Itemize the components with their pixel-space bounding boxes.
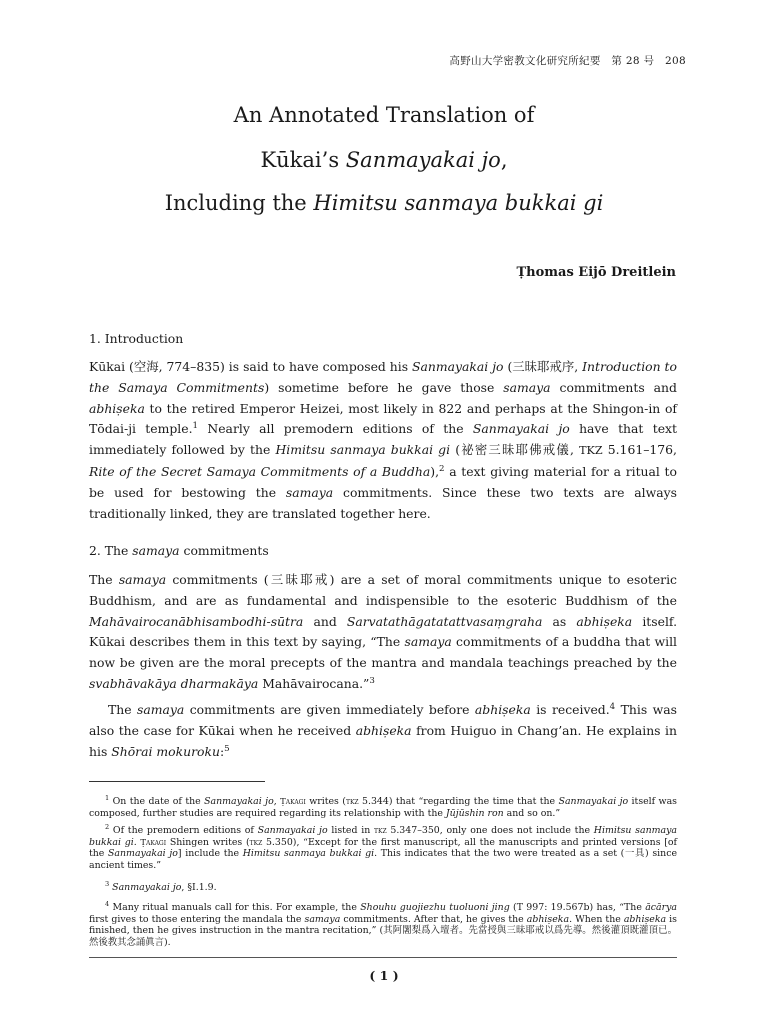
text-run: tkz xyxy=(345,796,359,806)
text-run: from Huiguo in Chang’an. He explains in his xyxy=(89,722,677,759)
text-run: Of the premodern editions of xyxy=(109,825,258,836)
section-2-heading-italic: samaya xyxy=(132,543,180,558)
text-run: and xyxy=(303,613,347,629)
italic-term: svabhāvakāya dharmakāya xyxy=(89,675,259,691)
text-run: commitments and xyxy=(550,379,677,395)
text-run: listed in xyxy=(327,825,374,836)
footnote-marker: 5 xyxy=(224,743,230,754)
text-run: commitments. Since these two texts are always traditionally linked, they are translated together here. xyxy=(89,484,677,521)
text-run: commitments (三昧耶戒) are a set of moral commitments unique to esoteric Buddhism, and are as fundamental and indispensible to the esoteric Buddhism of the xyxy=(89,572,677,608)
text-run: (T 997: 19.567b) has, “The xyxy=(509,902,646,913)
text-run: . When the xyxy=(569,913,624,925)
title-line-3 xyxy=(0,191,768,215)
italic-term: abhiṣeka xyxy=(474,702,531,717)
author-name: Ṭhomas Eijō Dreitlein xyxy=(516,265,676,280)
text-run: . xyxy=(133,836,141,848)
text-run: to the retired Emperor Heizei, most likely in 822 and perhaps at the Shingon-in of Tōdai-ji temple. xyxy=(89,400,677,437)
title-line-2-text: Kūkai’s xyxy=(260,148,346,172)
text-run: 5.344) that “regarding the time that the xyxy=(358,796,559,807)
italic-term: Sanmayakai jo xyxy=(472,421,570,437)
italic-term: Sanmayakai jo xyxy=(257,825,328,836)
italic-term: Sanmayakai jo xyxy=(112,882,182,893)
text-run: a text giving material for a ritual to be used for bestowing the xyxy=(89,463,677,500)
section-2-paragraph-2 xyxy=(89,700,677,762)
italic-term: samaya xyxy=(118,572,167,587)
text-run: tkz xyxy=(373,825,387,835)
text-run: is finished, then he gives instruction in the mantra recitation,” (其阿闍梨爲入壇者。先當授與三昧耶戒以爲先導。然後灌頂既灌頂已。然後教其念誦眞言). xyxy=(89,913,677,948)
text-run: as xyxy=(542,613,577,629)
footnote-marker: 1 xyxy=(192,421,199,432)
text-run: Shingen writes ( xyxy=(166,836,250,848)
text-run: (三昧耶戒序, xyxy=(503,359,583,374)
title-line-2-italic: Sanmayakai jo xyxy=(345,148,501,172)
section-2-paragraph-1 xyxy=(89,570,677,695)
page-bottom-rule xyxy=(89,957,677,958)
italic-term: samaya xyxy=(285,484,334,500)
footnote-marker: 2 xyxy=(439,463,445,474)
title-line-2-punct: , xyxy=(500,148,508,172)
text-run: 5.161–176, xyxy=(602,442,677,458)
text-run: : xyxy=(219,743,225,759)
italic-term: Sarvatathāgatatattvasaṃgraha xyxy=(346,613,543,629)
title-line-3-italic: Himitsu sanmaya bukkai gi xyxy=(313,191,604,215)
footnote-1 xyxy=(89,793,677,819)
italic-term: samaya xyxy=(503,379,551,395)
italic-term: Introduction to the Samaya Commitments xyxy=(89,359,677,395)
italic-term: Mahāvairocanābhisambodhi-sūtra xyxy=(89,613,304,629)
title-line-2 xyxy=(0,148,768,172)
section-2-heading-suffix: commitments xyxy=(179,543,269,558)
text-run: ), xyxy=(430,463,440,479)
italic-term: Sanmayakai jo xyxy=(108,848,178,859)
footnote-marker: 4 xyxy=(609,701,616,712)
text-run: Mahāvairocana.” xyxy=(258,675,370,691)
italic-term: abhiṣeka xyxy=(526,913,570,925)
text-run: commitments of a buddha that will now be given are the moral precepts of the mantra and mandala teachings preached by the xyxy=(89,634,677,671)
italic-term: samaya xyxy=(404,634,452,650)
footnote-marker: 1 xyxy=(105,793,110,802)
title-line-1: An Annotated Translation of xyxy=(233,103,535,127)
italic-term: Sanmayakai jo xyxy=(558,796,629,807)
text-run: itself. Kūkai describes them in this text by saying, “The xyxy=(89,613,678,650)
footnote-4 xyxy=(89,899,677,948)
italic-term: Sanmayakai jo xyxy=(204,796,274,807)
text-run: Ṭakagi xyxy=(140,836,167,847)
section-1-heading: 1. Introduction xyxy=(89,331,184,346)
text-run: first gives to those entering the mandala the xyxy=(89,913,305,925)
text-run: commitments are given immediately before xyxy=(184,702,475,717)
footnote-separator xyxy=(89,781,265,782)
italic-term: ācārya xyxy=(645,902,677,913)
italic-term: Himitsu sanmaya bukkai gi xyxy=(89,825,677,848)
text-run: The xyxy=(108,702,138,717)
text-run: (祕密三昧耶佛戒儀, xyxy=(450,442,580,458)
italic-term: abhiṣeka xyxy=(89,400,145,416)
text-run: have that text immediately followed by the xyxy=(89,421,677,458)
text-run: 5.347–350, only one does not include the xyxy=(386,825,594,836)
text-run: commitments. After that, he gives the xyxy=(340,913,527,925)
text-run: tkz xyxy=(249,836,263,847)
text-run: and so on.” xyxy=(503,807,561,819)
text-run: , xyxy=(273,796,281,807)
text-run: Many ritual manuals call for this. For example, the xyxy=(109,902,361,913)
text-run: . This indicates that the two were treated as a set (一具) since ancient times.” xyxy=(89,848,677,871)
italic-term: abhiṣeka xyxy=(355,722,412,738)
italic-term: samaya xyxy=(304,913,341,925)
footnote-marker: 4 xyxy=(105,899,110,908)
italic-term: Shouhu guojiezhu tuoluoni jing xyxy=(360,902,510,913)
title-line-3-text: Including the xyxy=(164,191,314,215)
italic-term: Jūjūshin ron xyxy=(445,807,504,819)
text-run: writes ( xyxy=(305,796,346,807)
text-run: ) sometime before he gave those xyxy=(264,379,504,395)
section-2-heading-text: 2. The xyxy=(89,543,133,558)
text-run: ] include the xyxy=(177,848,243,859)
text-run: The xyxy=(89,572,119,587)
text-run: is received. xyxy=(530,702,610,717)
text-run: Kūkai (空海, 774–835) is said to have composed his xyxy=(89,359,413,374)
italic-term: Himitsu sanmaya bukkai gi xyxy=(275,442,451,458)
italic-term: abhiṣeka xyxy=(576,613,633,629)
text-run: TKZ xyxy=(579,444,603,458)
text-run: itself was composed, further studies are required regarding its relationship with the xyxy=(89,796,677,819)
text-run: 5.350), “Except for the first manuscript, all the manuscripts and printed versions [of the xyxy=(89,836,677,859)
text-run: Ṭakagi xyxy=(280,796,306,806)
footnote-2 xyxy=(89,822,677,871)
text-run: This was also the case for Kūkai when he received xyxy=(89,702,677,738)
running-head: 高野山大学密教文化研究所紀要 第 28 号 208 xyxy=(449,55,686,67)
italic-term: Rite of the Secret Samaya Commitments of a Buddha xyxy=(89,463,431,479)
footnote-marker: 3 xyxy=(105,879,110,888)
italic-term: abhiṣeka xyxy=(623,913,667,925)
text-run: Nearly all premodern editions of the xyxy=(198,421,473,437)
text-run: , §I.1.9. xyxy=(181,882,217,893)
text-run: On the date of the xyxy=(109,796,205,807)
italic-term: Shōrai mokuroku xyxy=(111,743,220,759)
footnote-marker: 3 xyxy=(369,675,375,686)
italic-term: Sanmayakai jo xyxy=(412,359,504,374)
italic-term: Himitsu sanmaya bukkai gi xyxy=(242,848,375,859)
page-number: ( 1 ) xyxy=(369,968,399,983)
section-1-paragraph-1 xyxy=(89,357,677,524)
footnote-3 xyxy=(89,879,677,894)
footnote-marker: 2 xyxy=(105,822,110,831)
italic-term: samaya xyxy=(137,702,185,717)
section-2-heading xyxy=(89,543,269,558)
